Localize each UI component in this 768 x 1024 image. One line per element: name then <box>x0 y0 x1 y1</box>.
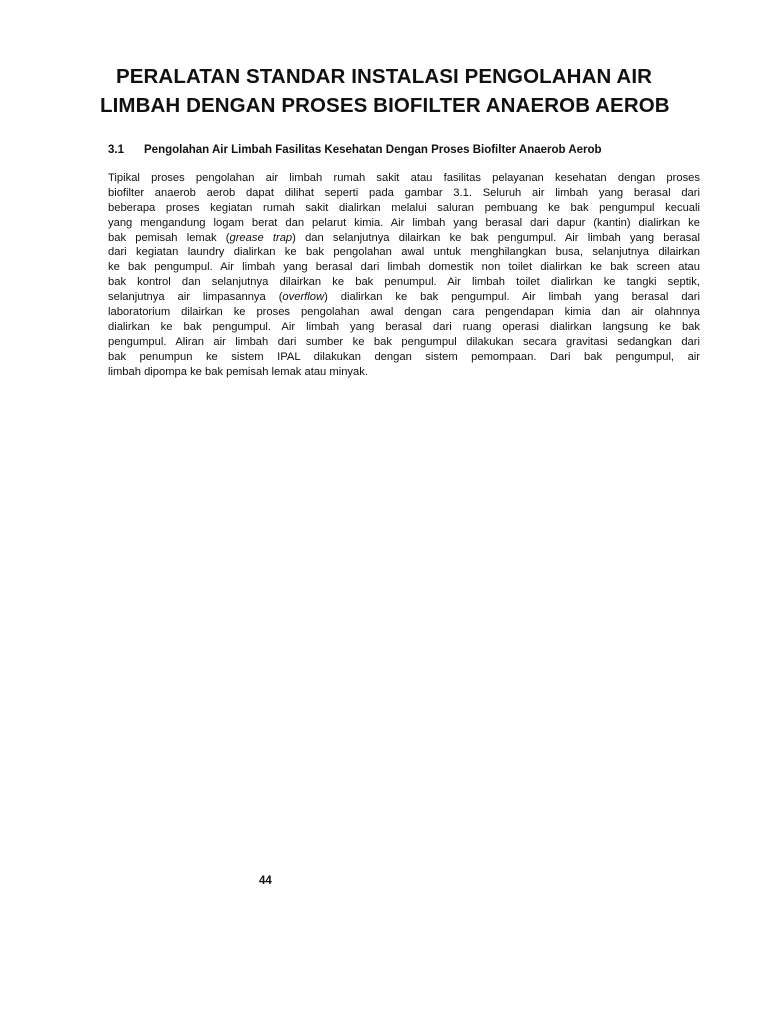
paragraph-line: ke bak pengumpul. Air limbah yang berasal dari limbah domestik non toilet dialirkan ke bak screen atau <box>108 261 700 274</box>
grease-trap-term: grease trap <box>229 231 293 244</box>
section-heading <box>108 143 668 158</box>
paragraph-line: dialirkan ke bak pengumpul. Air limbah yang berasal dari ruang operasi dialirkan langsung ke bak <box>108 320 700 333</box>
overflow-term: overflow <box>282 291 325 304</box>
page-number: 44 <box>259 875 272 887</box>
paragraph-line: dari kegiatan laundry dialirkan ke bak pengolahan awal untuk menghilangkan busa, selanjutnya dilairkan <box>108 246 700 259</box>
paragraph-line: laboratorium dilairkan ke proses pengolahan awal dengan cara pengendapan kimia dan air olahnnya <box>108 306 700 319</box>
body-paragraph <box>108 171 700 379</box>
section-title: Pengolahan Air Limbah Fasilitas Kesehatan Dengan Proses Biofilter Anaerob Aerob <box>144 144 602 156</box>
paragraph-line: yang mengandung logam berat dan pelarut kimia. Air limbah yang berasal dari dapur (kantin) dialirkan ke <box>108 216 700 229</box>
paragraph-line: beberapa proses kegiatan rumah sakit dialirkan melalui saluran pembuang ke bak pengumpul kecuali <box>108 201 700 214</box>
document-title <box>100 62 668 120</box>
paragraph-line: bak penumpun ke sistem IPAL dilakukan dengan sistem pemompaan. Dari bak pengumpul, air <box>108 350 700 363</box>
section-number: 3.1 <box>108 144 124 156</box>
document-title-line-1: PERALATAN STANDAR INSTALASI PENGOLAHAN AIR <box>115 65 653 88</box>
paragraph-line: Tipikal proses pengolahan air limbah rumah sakit atau fasilitas pelayanan kesehatan dengan proses <box>108 172 700 184</box>
paragraph-line <box>108 231 700 246</box>
paragraph-line <box>108 290 700 305</box>
document-title-line-2: LIMBAH DENGAN PROSES BIOFILTER ANAEROB AEROB <box>100 94 670 117</box>
paragraph-line: limbah dipompa ke bak pemisah lemak atau minyak. <box>108 365 368 378</box>
paragraph-line: pengumpul. Aliran air limbah dari sumber ke bak pengumpul dilakukan secara gravitasi sedangkan dari <box>108 335 700 348</box>
paragraph-text: ) dialirkan ke bak pengumpul. Air limbah yang berasal dari <box>324 291 700 304</box>
paragraph-text: ) dan selanjutnya dilairkan ke bak pengumpul. Air limbah yang berasal <box>292 231 701 244</box>
paragraph-text: bak pemisah lemak ( <box>108 231 230 244</box>
paragraph-line: bak kontrol dan selanjutnya dilairkan ke bak penumpul. Air limbah toilet dialirkan ke tangki septik, <box>108 276 700 289</box>
paragraph-line: biofilter anaerob aerob dapat dilihat seperti pada gambar 3.1. Seluruh air limbah yang berasal dari <box>108 186 700 199</box>
paragraph-text: selanjutnya air limpasannya ( <box>108 291 283 304</box>
